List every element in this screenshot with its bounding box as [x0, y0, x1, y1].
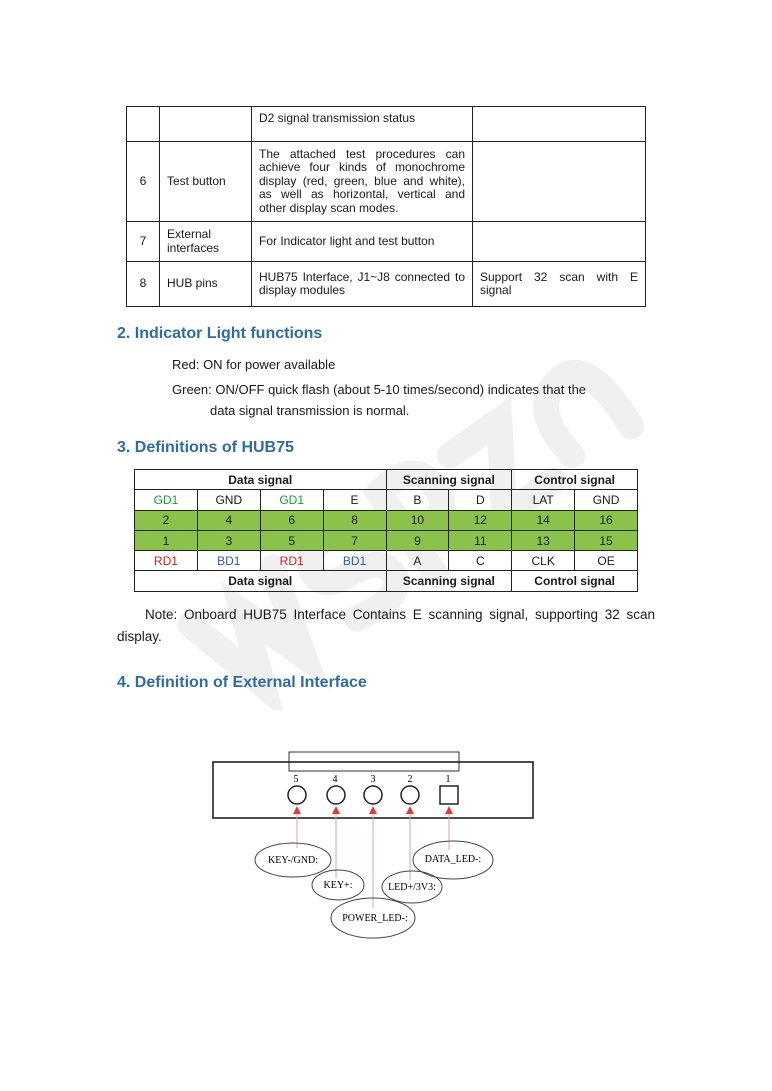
control-signal-header: Control signal: [512, 470, 638, 490]
section-heading-indicator: 2. Indicator Light functions: [117, 325, 323, 342]
pin-number: 5: [293, 774, 299, 785]
pin-5-circle: [288, 786, 306, 804]
pin-2-circle: [401, 786, 419, 804]
power-led-label: POWER_LED-:: [342, 913, 408, 924]
pin-label: CLK: [512, 551, 575, 571]
pin-1-square: [440, 786, 458, 804]
indicator-green-text: Green: ON/OFF quick flash (about 5-10 times/second) indicates that the: [172, 382, 587, 397]
pin-number: 7: [323, 530, 386, 550]
control-signal-footer: Control signal: [512, 571, 638, 591]
pin-label: E: [323, 490, 386, 510]
pin-3-circle: [364, 786, 382, 804]
arrow-icon: [369, 806, 377, 814]
pin-label: C: [449, 551, 512, 571]
pin-label: GND: [197, 490, 260, 510]
indicator-green-text-cont: data signal transmission is normal.: [210, 403, 410, 418]
pin-label: GD1: [260, 490, 323, 510]
data-led-label: DATA_LED-:: [424, 854, 482, 865]
component-note: [473, 142, 646, 222]
component-description: D2 signal transmission status: [252, 107, 473, 142]
component-name: HUB pins: [160, 262, 252, 307]
pin-label: RD1: [260, 551, 323, 571]
table-row: [135, 490, 638, 510]
pin-number: 4: [197, 510, 260, 530]
hub75-table: [134, 469, 638, 592]
pin-number: 9: [386, 530, 449, 550]
indicator-red-text: Red: ON for power available: [172, 357, 336, 372]
pin-number: 2: [135, 510, 198, 530]
pin-number: 12: [449, 510, 512, 530]
pin-number: 10: [386, 510, 449, 530]
data-signal-footer: Data signal: [135, 571, 387, 591]
arrow-icon: [445, 806, 453, 814]
row-number: 6: [127, 142, 160, 222]
pin-4-circle: [327, 786, 345, 804]
arrow-icon: [332, 806, 340, 814]
pin-number: 15: [575, 530, 638, 550]
table-row: [127, 262, 646, 307]
pin-number: 1: [445, 774, 451, 785]
pin-number: 8: [323, 510, 386, 530]
pin-number: 3: [197, 530, 260, 550]
section-heading-external-interface: 4. Definition of External Interface: [117, 674, 367, 691]
table-row: [135, 510, 638, 530]
pin-label: LAT: [512, 490, 575, 510]
pin-label: B: [386, 490, 449, 510]
component-note: Support 32 scan with E signal: [473, 262, 646, 307]
table-row: [127, 142, 646, 222]
component-note: [473, 107, 646, 142]
component-note: [473, 222, 646, 262]
table-row: [127, 107, 646, 142]
component-description: The attached test procedures can achieve four kinds of monochrome display (red, green, blue and white), as well as horizontal, vertical and other display scan modes.: [252, 142, 473, 222]
section-heading-hub75: 3. Definitions of HUB75: [117, 439, 294, 456]
component-description: HUB75 Interface, J1~J8 connected to display modules: [252, 262, 473, 307]
table-header-row: [135, 470, 638, 490]
pin-number: 1: [135, 530, 198, 550]
table-footer-row: [135, 571, 638, 591]
pin-number: 2: [407, 774, 413, 785]
pin-label: A: [386, 551, 449, 571]
pin-number: 3: [370, 774, 376, 785]
row-number: 8: [127, 262, 160, 307]
pin-number: 13: [512, 530, 575, 550]
pin-label: GND: [575, 490, 638, 510]
key-gnd-label: KEY-/GND:: [268, 855, 318, 866]
led-3v3-label: LED+/3V3:: [388, 882, 436, 893]
key-plus-label: KEY+:: [323, 880, 353, 891]
component-name: Test button: [160, 142, 252, 222]
pin-label: BD1: [197, 551, 260, 571]
pin-number: 14: [512, 510, 575, 530]
table-row: [127, 222, 646, 262]
scanning-signal-footer: Scanning signal: [386, 571, 512, 591]
component-name: External interfaces: [160, 222, 252, 262]
arrow-icon: [293, 806, 301, 814]
pin-label: GD1: [135, 490, 198, 510]
external-interface-diagram: [205, 750, 545, 950]
component-table: [126, 106, 646, 307]
pin-label: RD1: [135, 551, 198, 571]
pin-number: 5: [260, 530, 323, 550]
data-signal-header: Data signal: [135, 470, 387, 490]
arrow-icon: [406, 806, 414, 814]
pin-label: D: [449, 490, 512, 510]
component-name: [160, 107, 252, 142]
component-description: For Indicator light and test button: [252, 222, 473, 262]
scanning-signal-header: Scanning signal: [386, 470, 512, 490]
pin-number: 11: [449, 530, 512, 550]
table-row: [135, 551, 638, 571]
pin-number: 16: [575, 510, 638, 530]
pin-number: 4: [332, 774, 338, 785]
pin-number: 6: [260, 510, 323, 530]
pin-label: OE: [575, 551, 638, 571]
table-row: [135, 530, 638, 550]
row-number: 7: [127, 222, 160, 262]
row-number: [127, 107, 160, 142]
hub75-note: Note: Onboard HUB75 Interface Contains E scanning signal, supporting 32 scan display.: [117, 607, 655, 644]
pin-label: BD1: [323, 551, 386, 571]
